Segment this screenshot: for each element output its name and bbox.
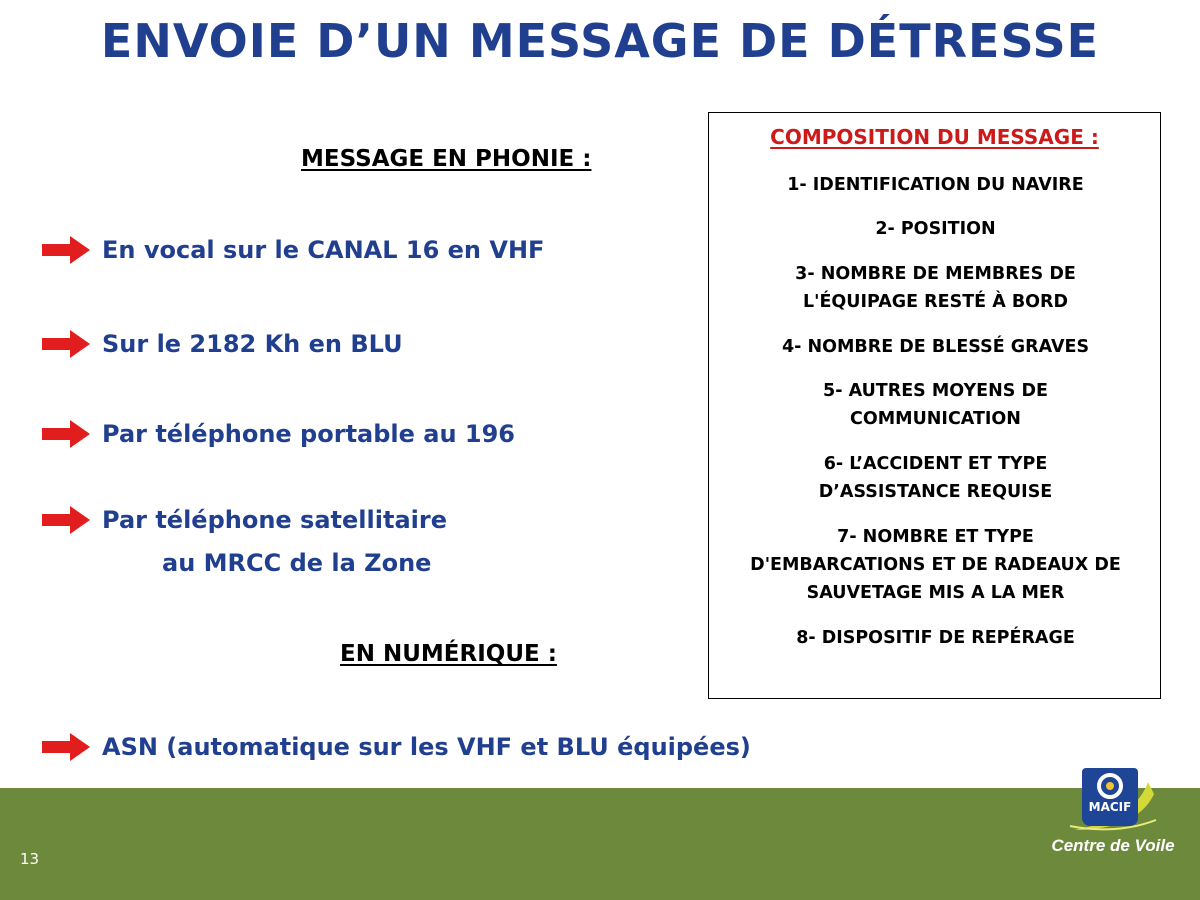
- macif-emblem-icon: [1095, 772, 1125, 800]
- phonie-item-blu: Sur le 2182 Kh en BLU: [102, 330, 403, 358]
- red-arrow-icon: [42, 420, 90, 448]
- phonie-item-satellite: Par téléphone satellitaire: [102, 506, 447, 534]
- page-number: 13: [20, 850, 40, 868]
- composition-title: COMPOSITION DU MESSAGE :: [770, 125, 1099, 149]
- red-arrow-icon: [42, 733, 90, 761]
- list-item: [42, 727, 751, 767]
- composition-item-7: 7- NOMBRE ET TYPE D'EMBARCATIONS ET DE RADEAUX DE SAUVETAGE MIS A LA MER: [750, 527, 1121, 603]
- list-item: [42, 414, 515, 454]
- list-item: [42, 230, 544, 270]
- numerique-item-asn: ASN (automatique sur les VHF et BLU équipées): [102, 733, 751, 761]
- slide-title: ENVOIE D’UN MESSAGE DE DÉTRESSE: [100, 14, 1100, 68]
- phonie-heading: MESSAGE EN PHONIE :: [301, 146, 592, 172]
- composition-item-1: 1- IDENTIFICATION DU NAVIRE: [787, 175, 1084, 195]
- centre-de-voile-text: Centre de Voile: [1051, 836, 1175, 855]
- list-item: [42, 324, 403, 364]
- numerique-heading: EN NUMÉRIQUE :: [340, 641, 557, 667]
- list-item: [42, 500, 447, 540]
- macif-logo: [1051, 764, 1190, 864]
- red-arrow-icon: [42, 330, 90, 358]
- composition-item-4: 4- NOMBRE DE BLESSÉ GRAVES: [781, 337, 1090, 357]
- composition-item-6: 6- L’ACCIDENT ET TYPE D’ASSISTANCE REQUISE: [818, 454, 1053, 502]
- phonie-item-portable: Par téléphone portable au 196: [102, 420, 516, 448]
- composition-item-2: 2- POSITION: [875, 219, 996, 239]
- red-arrow-icon: [42, 506, 90, 534]
- phonie-item-canal16: En vocal sur le CANAL 16 en VHF: [102, 236, 545, 264]
- macif-badge-text: MACIF: [1088, 800, 1132, 814]
- composition-box: [708, 112, 1161, 699]
- composition-item-3: 3- NOMBRE DE MEMBRES DE L'ÉQUIPAGE RESTÉ À BORD: [795, 264, 1076, 312]
- red-arrow-icon: [42, 236, 90, 264]
- phonie-item-satellite-cont: au MRCC de la Zone: [162, 549, 432, 577]
- composition-item-8: 8- DISPOSITIF DE REPÉRAGE: [796, 628, 1075, 648]
- footer-band: [0, 788, 1200, 900]
- composition-item-5: 5- AUTRES MOYENS DE COMMUNICATION: [823, 381, 1048, 429]
- macif-badge: [1082, 768, 1138, 826]
